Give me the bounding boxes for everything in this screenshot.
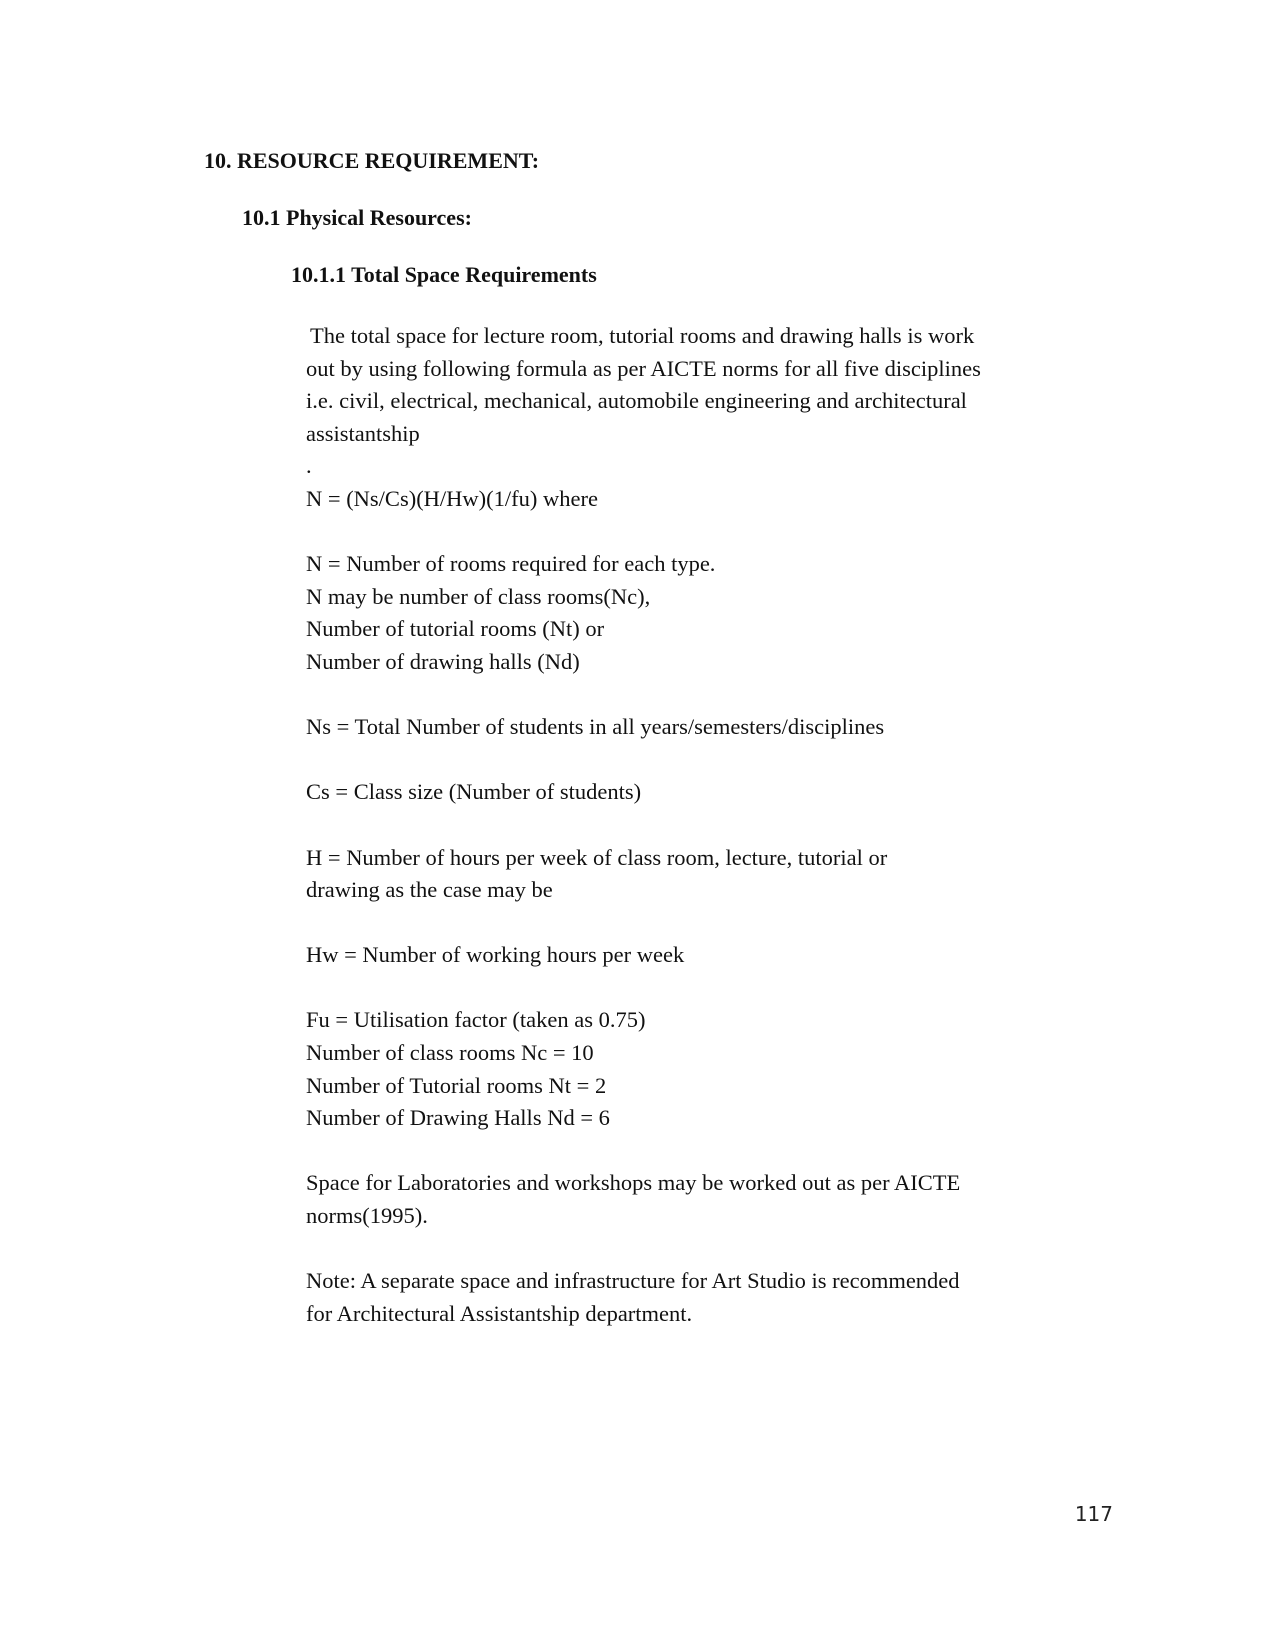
results-line-4: Number of Drawing Halls Nd = 6 (306, 1105, 610, 1131)
spacer (306, 907, 1066, 940)
spacer (306, 679, 1066, 712)
intro-line-5: . (306, 453, 312, 479)
intro-line-3: i.e. civil, electrical, mechanical, automobile engineering and architectural (306, 388, 967, 414)
spacer (306, 809, 1066, 842)
labs-line-1: Space for Laboratories and workshops may be worked out as per AICTE (306, 1170, 961, 1196)
spacer (306, 1135, 1066, 1168)
results-line-1: Fu = Utilisation factor (taken as 0.75) (306, 1007, 646, 1033)
intro-line-4: assistantship (306, 420, 420, 446)
results-line-2: Number of class rooms Nc = 10 (306, 1040, 594, 1066)
labs-line-2: norms(1995). (306, 1203, 428, 1229)
subsection-heading: 10.1 Physical Resources: (242, 205, 472, 230)
n-definition-line-1: N = Number of rooms required for each type. (306, 551, 716, 577)
page-number: 117 (1074, 1502, 1113, 1526)
ns-definition: Ns = Total Number of students in all years/semesters/disciplines (306, 714, 885, 740)
note-line-1: Note: A separate space and infrastructure for Art Studio is recommended (306, 1268, 960, 1294)
spacer (306, 972, 1066, 1005)
intro-line-1: The total space for lecture room, tutorial rooms and drawing halls is work (310, 323, 975, 348)
cs-definition: Cs = Class size (Number of students) (306, 779, 642, 805)
n-definition-line-3: Number of tutorial rooms (Nt) or (306, 616, 605, 642)
intro-line-2: out by using following formula as per AICTE norms for all five disciplines (306, 355, 981, 381)
h-definition-line-1: H = Number of hours per week of class room, lecture, tutorial or (306, 844, 888, 870)
n-definition-line-4: Number of drawing halls (Nd) (306, 648, 580, 674)
subsubsection-heading: 10.1.1 Total Space Requirements (291, 262, 597, 287)
body-text (306, 320, 1066, 1330)
section-heading: 10. RESOURCE REQUIREMENT: (204, 148, 540, 173)
results-line-3: Number of Tutorial rooms Nt = 2 (306, 1072, 607, 1098)
spacer (306, 1233, 1066, 1266)
note-line-2: for Architectural Assistantship department. (306, 1300, 693, 1326)
hw-definition: Hw = Number of working hours per week (306, 942, 685, 968)
n-definition-line-2: N may be number of class rooms(Nc), (306, 583, 651, 609)
h-definition-line-2: drawing as the case may be (306, 877, 553, 903)
spacer (306, 744, 1066, 777)
formula-line: N = (Ns/Cs)(H/Hw)(1/fu) where (306, 485, 598, 511)
spacer (306, 516, 1066, 549)
